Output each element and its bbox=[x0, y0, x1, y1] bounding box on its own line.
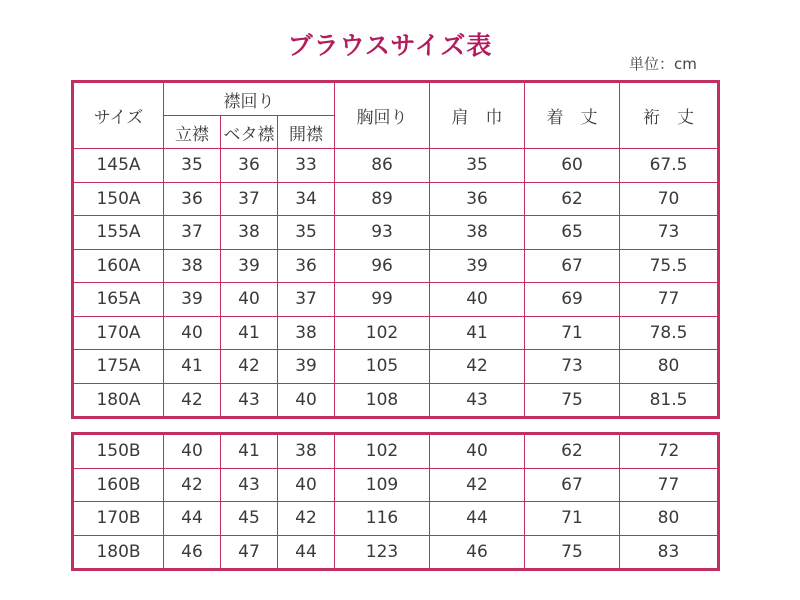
cell-sleeve: 80 bbox=[620, 350, 719, 384]
cell-flat-collar: 43 bbox=[221, 468, 278, 502]
table-row bbox=[73, 182, 719, 216]
size-label-cell: 150A bbox=[73, 182, 164, 216]
table-row bbox=[73, 316, 719, 350]
table-row bbox=[73, 350, 719, 384]
cell-shoulder: 42 bbox=[430, 350, 525, 384]
cell-standing-collar: 40 bbox=[164, 316, 221, 350]
cell-standing-collar: 36 bbox=[164, 182, 221, 216]
table-row bbox=[73, 468, 719, 502]
size-label-cell: 170B bbox=[73, 502, 164, 536]
header-length: 着 丈 bbox=[525, 82, 620, 149]
cell-length: 65 bbox=[525, 216, 620, 250]
size-label-cell: 155A bbox=[73, 216, 164, 250]
page-title: ブラウスサイズ表 bbox=[287, 31, 493, 60]
size-label-cell: 145A bbox=[73, 149, 164, 183]
cell-sleeve: 80 bbox=[620, 502, 719, 536]
cell-standing-collar: 38 bbox=[164, 249, 221, 283]
cell-shoulder: 35 bbox=[430, 149, 525, 183]
cell-open-collar: 34 bbox=[278, 182, 335, 216]
cell-standing-collar: 39 bbox=[164, 283, 221, 317]
cell-length: 71 bbox=[525, 316, 620, 350]
cell-flat-collar: 42 bbox=[221, 350, 278, 384]
cell-shoulder: 42 bbox=[430, 468, 525, 502]
table-row bbox=[73, 383, 719, 418]
cell-chest: 116 bbox=[335, 502, 430, 536]
header-collar: 襟回り bbox=[164, 82, 335, 116]
cell-open-collar: 36 bbox=[278, 249, 335, 283]
cell-open-collar: 40 bbox=[278, 468, 335, 502]
cell-shoulder: 46 bbox=[430, 535, 525, 570]
cell-sleeve: 81.5 bbox=[620, 383, 719, 418]
table-row bbox=[73, 216, 719, 250]
header-collar-standing: 立襟 bbox=[164, 116, 221, 149]
cell-chest: 102 bbox=[335, 316, 430, 350]
cell-length: 67 bbox=[525, 468, 620, 502]
size-label-cell: 180A bbox=[73, 383, 164, 418]
cell-flat-collar: 41 bbox=[221, 316, 278, 350]
cell-flat-collar: 38 bbox=[221, 216, 278, 250]
table-row bbox=[73, 283, 719, 317]
cell-chest: 102 bbox=[335, 434, 430, 469]
cell-open-collar: 35 bbox=[278, 216, 335, 250]
cell-standing-collar: 37 bbox=[164, 216, 221, 250]
cell-shoulder: 36 bbox=[430, 182, 525, 216]
cell-flat-collar: 36 bbox=[221, 149, 278, 183]
table-row bbox=[73, 502, 719, 536]
cell-chest: 123 bbox=[335, 535, 430, 570]
cell-chest: 89 bbox=[335, 182, 430, 216]
cell-sleeve: 73 bbox=[620, 216, 719, 250]
header-size: サイズ bbox=[73, 82, 164, 149]
cell-standing-collar: 44 bbox=[164, 502, 221, 536]
header-collar-open: 開襟 bbox=[278, 116, 335, 149]
header-chest: 胸回り bbox=[335, 82, 430, 149]
cell-shoulder: 40 bbox=[430, 283, 525, 317]
cell-sleeve: 77 bbox=[620, 468, 719, 502]
size-label-cell: 165A bbox=[73, 283, 164, 317]
cell-length: 60 bbox=[525, 149, 620, 183]
cell-flat-collar: 47 bbox=[221, 535, 278, 570]
cell-sleeve: 72 bbox=[620, 434, 719, 469]
cell-flat-collar: 40 bbox=[221, 283, 278, 317]
cell-flat-collar: 43 bbox=[221, 383, 278, 418]
cell-shoulder: 40 bbox=[430, 434, 525, 469]
cell-sleeve: 67.5 bbox=[620, 149, 719, 183]
cell-sleeve: 83 bbox=[620, 535, 719, 570]
cell-chest: 93 bbox=[335, 216, 430, 250]
cell-length: 67 bbox=[525, 249, 620, 283]
cell-flat-collar: 45 bbox=[221, 502, 278, 536]
cell-open-collar: 40 bbox=[278, 383, 335, 418]
cell-open-collar: 38 bbox=[278, 316, 335, 350]
cell-sleeve: 70 bbox=[620, 182, 719, 216]
table-a-body bbox=[73, 149, 719, 418]
table-b-body bbox=[73, 434, 719, 570]
cell-length: 62 bbox=[525, 434, 620, 469]
cell-open-collar: 42 bbox=[278, 502, 335, 536]
cell-standing-collar: 46 bbox=[164, 535, 221, 570]
table-row bbox=[73, 535, 719, 570]
cell-sleeve: 75.5 bbox=[620, 249, 719, 283]
cell-open-collar: 38 bbox=[278, 434, 335, 469]
table-row bbox=[73, 249, 719, 283]
cell-flat-collar: 37 bbox=[221, 182, 278, 216]
size-table-b bbox=[71, 432, 720, 571]
size-label-cell: 160B bbox=[73, 468, 164, 502]
cell-chest: 109 bbox=[335, 468, 430, 502]
cell-standing-collar: 40 bbox=[164, 434, 221, 469]
cell-chest: 96 bbox=[335, 249, 430, 283]
cell-chest: 108 bbox=[335, 383, 430, 418]
cell-chest: 99 bbox=[335, 283, 430, 317]
cell-sleeve: 78.5 bbox=[620, 316, 719, 350]
header-collar-flat: ベタ襟 bbox=[221, 116, 278, 149]
table-row bbox=[73, 149, 719, 183]
cell-flat-collar: 41 bbox=[221, 434, 278, 469]
cell-shoulder: 41 bbox=[430, 316, 525, 350]
cell-length: 75 bbox=[525, 535, 620, 570]
cell-shoulder: 44 bbox=[430, 502, 525, 536]
cell-flat-collar: 39 bbox=[221, 249, 278, 283]
size-label-cell: 160A bbox=[73, 249, 164, 283]
size-label-cell: 180B bbox=[73, 535, 164, 570]
size-label-cell: 170A bbox=[73, 316, 164, 350]
cell-length: 75 bbox=[525, 383, 620, 418]
cell-open-collar: 44 bbox=[278, 535, 335, 570]
cell-shoulder: 39 bbox=[430, 249, 525, 283]
size-label-cell: 175A bbox=[73, 350, 164, 384]
size-label-cell: 150B bbox=[73, 434, 164, 469]
cell-length: 62 bbox=[525, 182, 620, 216]
cell-open-collar: 37 bbox=[278, 283, 335, 317]
cell-chest: 86 bbox=[335, 149, 430, 183]
size-table-a bbox=[71, 80, 720, 419]
cell-standing-collar: 41 bbox=[164, 350, 221, 384]
cell-standing-collar: 35 bbox=[164, 149, 221, 183]
unit-label: 単位：cm bbox=[629, 55, 697, 73]
cell-sleeve: 77 bbox=[620, 283, 719, 317]
cell-length: 71 bbox=[525, 502, 620, 536]
cell-open-collar: 39 bbox=[278, 350, 335, 384]
cell-standing-collar: 42 bbox=[164, 468, 221, 502]
cell-shoulder: 43 bbox=[430, 383, 525, 418]
cell-length: 69 bbox=[525, 283, 620, 317]
header-shoulder: 肩 巾 bbox=[430, 82, 525, 149]
cell-open-collar: 33 bbox=[278, 149, 335, 183]
cell-chest: 105 bbox=[335, 350, 430, 384]
cell-shoulder: 38 bbox=[430, 216, 525, 250]
header-sleeve: 裄 丈 bbox=[620, 82, 719, 149]
cell-length: 73 bbox=[525, 350, 620, 384]
table-row bbox=[73, 434, 719, 469]
cell-standing-collar: 42 bbox=[164, 383, 221, 418]
